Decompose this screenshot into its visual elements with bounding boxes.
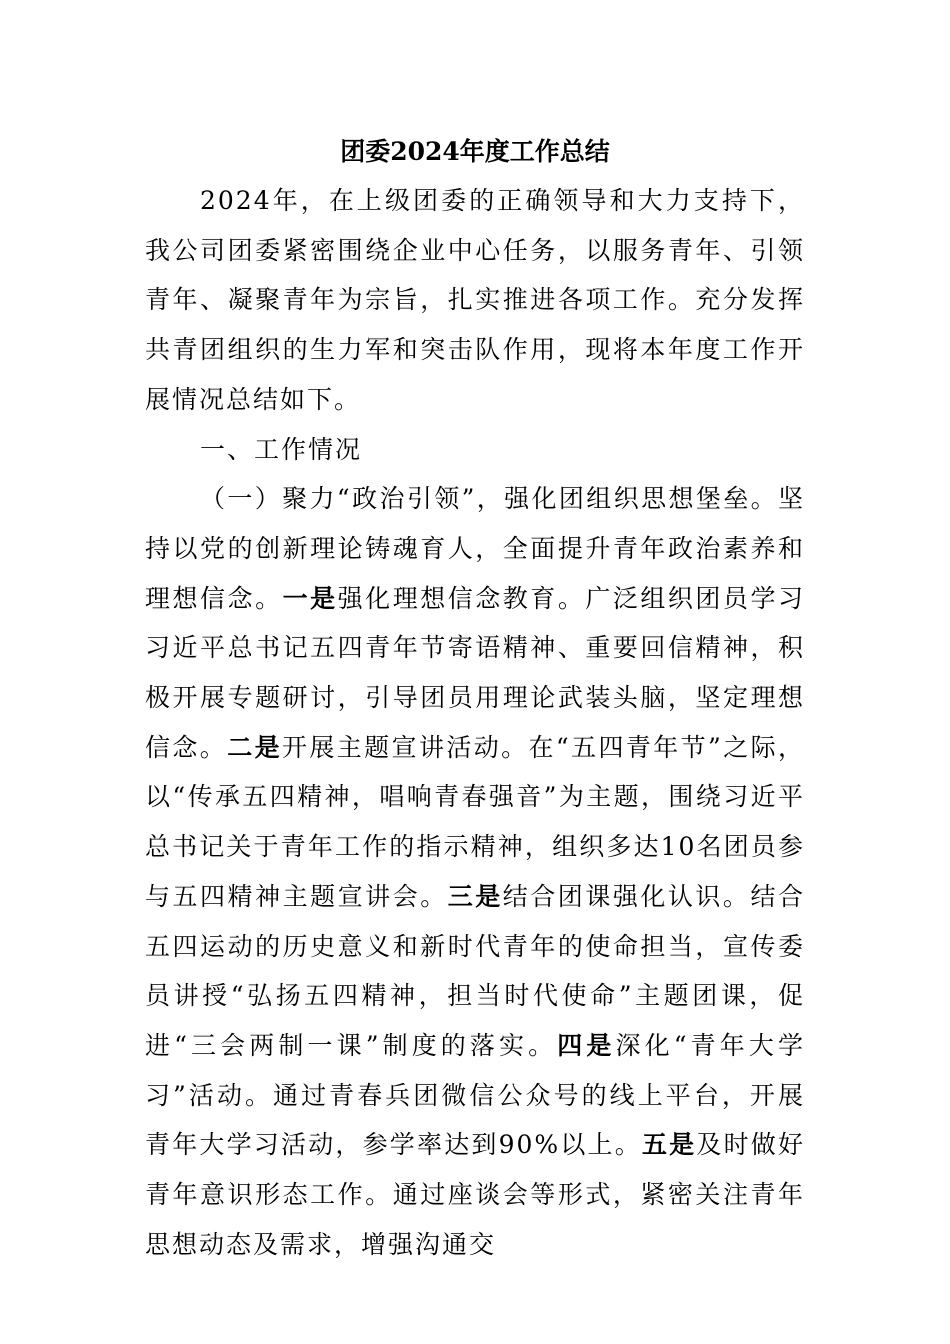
bold-marker: 四是 [557, 1030, 616, 1060]
text-segment: 一、工作情况 [200, 434, 363, 464]
paragraph-intro [145, 176, 805, 425]
text-segment: （一）聚力“政治引领”，强化团组织思想堡垒。坚持以党的创新理论铸魂育人，全面提升青年政治素养和理想信念。 [145, 484, 805, 613]
bold-marker: 三是 [447, 881, 503, 911]
text-segment: 2024年，在上级团委的正确领导和大力支持下，我公司团委紧密围绕企业中心任务，以服务青年、引领青年、凝聚青年为宗旨，扎实推进各项工作。充分发挥共青团组织的生力军和突击队作用，现将本年度工作开展情况总结如下。 [145, 186, 805, 414]
bold-marker: 五是 [641, 1130, 697, 1160]
paragraph-political-guidance [145, 474, 805, 1269]
document-title: 团委2024年度工作总结 [340, 137, 610, 166]
text-segment: 开展主题宣讲活动。在“五四青年节”之际，以“传承五四精神，唱响青春强音”为主题，围绕习近平总书记关于青年工作的指示精神，组织多达10名团员参与五四精神主题宣讲会。 [145, 732, 805, 911]
section-heading [145, 425, 805, 475]
text-segment: 结合团课强化认识。结合五四运动的历史意义和新时代青年的使命担当，宣传委员讲授“弘扬五四精神，担当时代使命”主题团课，促进“三会两制一课”制度的落实。 [145, 881, 805, 1060]
document-body [145, 176, 805, 1269]
bold-marker: 一是 [282, 583, 338, 613]
text-segment: 强化理想信念教育。广泛组织团员学习习近平总书记五四青年节寄语精神、重要回信精神，积极开展专题研讨，引导团员用理论武装头脑，坚定理想信念。 [145, 583, 805, 762]
text-segment: 及时做好青年意识形态工作。通过座谈会等形式，紧密关注青年思想动态及需求，增强沟通交 [145, 1130, 805, 1259]
text-segment: 深化“青年大学习”活动。通过青春兵团微信公众号的线上平台，开展青年大学习活动，参学率达到90%以上。 [145, 1030, 805, 1160]
bold-marker: 二是 [227, 732, 282, 762]
